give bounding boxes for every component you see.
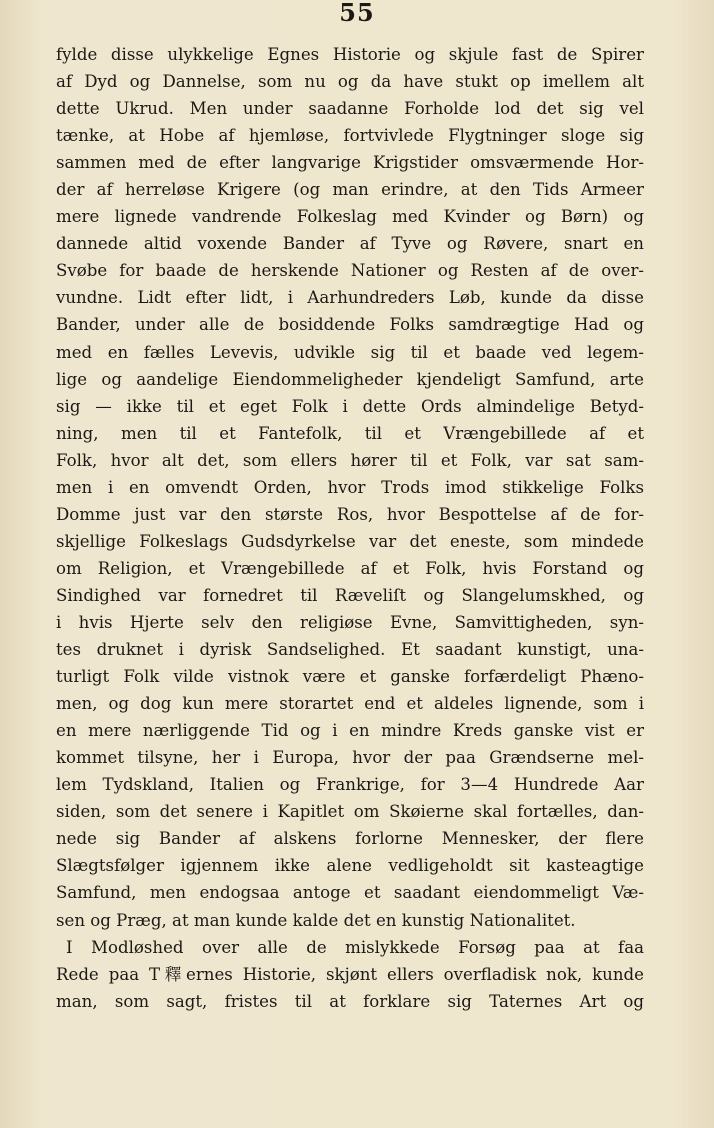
text-line: fylde disse ulykkelige Egnes Historie og skjule fast de Spirer <box>56 45 644 64</box>
text-line: en mere nærliggende Tid og i en mindre Kreds ganske vist er <box>56 721 644 741</box>
text-line: sammen med de efter langvarige Krigstider omsværmende Hor- <box>56 153 644 173</box>
text-line: dette Ukrud. Men under saadanne Forholde lod det sig vel <box>56 99 644 119</box>
text-line: Samfund, men endogsaa antoge et saadant eiendommeligt Væ- <box>56 883 644 903</box>
text-line: skjellige Folkeslags Gudsdyrkelse var det eneste, som mindede <box>56 531 644 551</box>
text-line: vundne. Lidt efter lidt, i Aarhundreders Løb, kunde da disse <box>56 288 644 308</box>
text-line: siden, som det senere i Kapitlet om Skøierne skal fortælles, dan- <box>56 802 644 822</box>
text-line: med en fælles Levevis, udvikle sig til et baade ved legem- <box>56 342 644 362</box>
text-line: Sindighed var fornedret til Ræveliſt og Slangelumskhed, og <box>56 585 644 605</box>
text-line: nede sig Bander af alskens forlorne Mennesker, der flere <box>56 829 644 849</box>
body-text <box>56 41 644 1015</box>
text-line: Domme just var den største Ros, hvor Bespottelse af de for- <box>56 504 644 524</box>
text-line: tænke, at Hobe af hjemløse, fortvivlede Flygtninger sloge sig <box>56 126 644 146</box>
text-line: tes druknet i dyrisk Sandselighed. Et saadant kunstigt, una- <box>56 640 644 660</box>
text-line: der af herreløse Krigere (og man erindre, at den Tids Armeer <box>56 180 644 200</box>
text-line: af Dyd og Dannelse, som nu og da have stukt op imellem alt <box>56 72 644 92</box>
text-line: sen og Præg, at man kunde kalde det en kunstig Nationalitet. <box>56 910 576 930</box>
text-line: man, som sagt, fristes til at forklare sig Taternes Art og <box>56 991 644 1011</box>
text-line: Svøbe for baade de herskende Nationer og Resten af de over- <box>56 261 644 281</box>
text-line: lem Tydskland, Italien og Frankrige, for 3—4 Hundrede Aar <box>56 775 644 795</box>
text-line: mere lignede vandrende Folkeslag med Kvinder og Børn) og <box>56 207 644 227</box>
page-number: 55 <box>339 0 375 27</box>
text-line: Slægtsfølger igjennem ikke alene vedligeholdt sit kasteagtige <box>56 856 644 876</box>
text-line: men, og dog kun mere storartet end et aldeles lignende, som i <box>56 694 644 714</box>
text-line: i hvis Hjerte selv den religiøse Evne, Samvittigheden, syn- <box>56 612 644 632</box>
text-line: Rede paa T釋ernes Historie, skjønt ellers overfladisk nok, kunde <box>56 964 644 984</box>
text-line: Bander, under alle de bosiddende Folks samdrægtige Had og <box>56 315 644 335</box>
text-line: kommet tilsyne, her i Europa, hvor der paa Grændserne mel- <box>56 748 644 768</box>
text-line: Folk, hvor alt det, som ellers hører til et Folk, var sat sam- <box>56 450 644 470</box>
text-line: I Modløshed over alle de mislykkede Forsøg paa at faa <box>66 937 644 957</box>
text-line: dannede altid voxende Bander af Tyve og Røvere, snart en <box>56 234 644 254</box>
text-line: ning, men til et Fantefolk, til et Vrængebillede af et <box>56 423 644 443</box>
text-line: om Religion, et Vrængebillede af et Folk, hvis Forstand og <box>56 558 644 578</box>
text-line: turligt Folk vilde vistnok være et ganske forfærdeligt Phæno- <box>56 667 644 687</box>
text-line: men i en omvendt Orden, hvor Trods imod stikkelige Folks <box>56 477 644 497</box>
text-line: sig — ikke til et eget Folk i dette Ords almindelige Betyd- <box>56 396 644 416</box>
text-line: lige og aandelige Eiendommeligheder kjendeligt Samfund, arte <box>56 369 644 389</box>
